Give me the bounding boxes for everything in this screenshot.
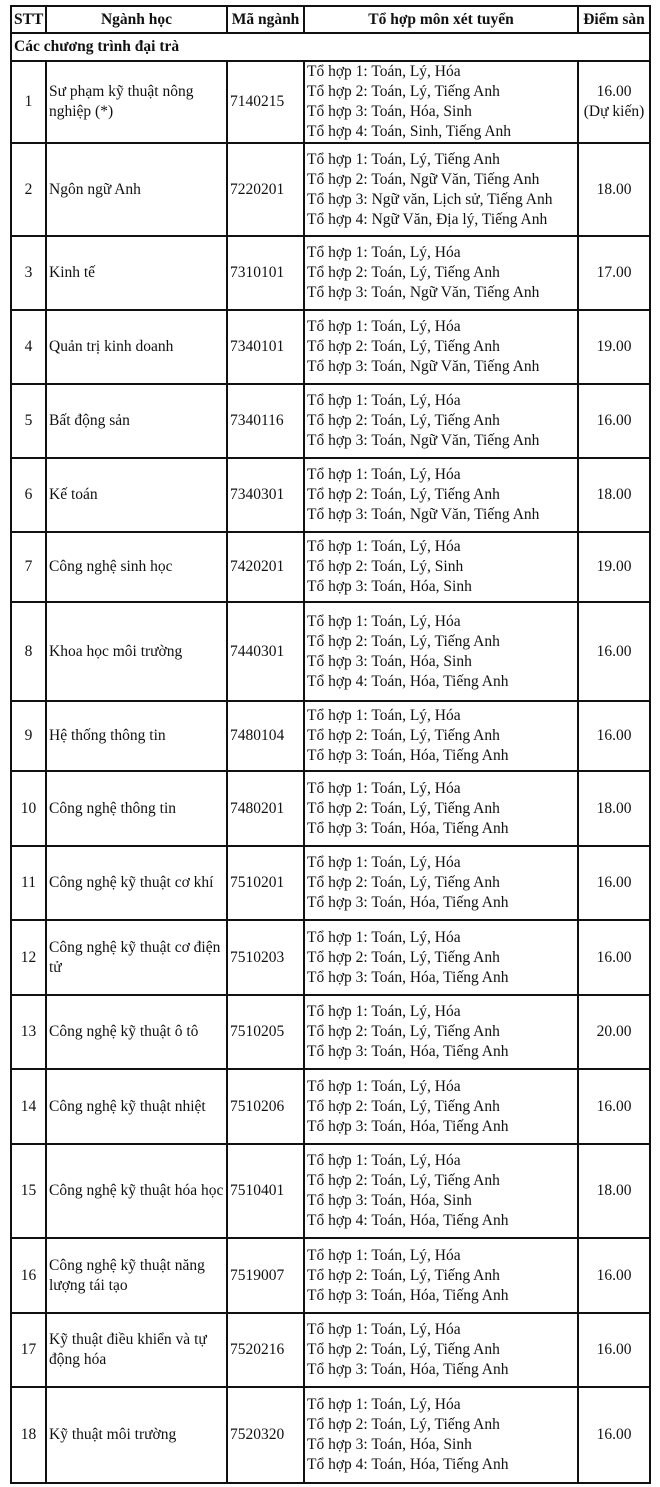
row-stt: 1: [11, 61, 46, 143]
row-stt: 15: [11, 1144, 46, 1238]
min-score-value: 16.00: [596, 874, 632, 891]
table-row: [11, 920, 650, 995]
row-major-name: Ngôn ngữ Anh: [46, 143, 227, 236]
row-stt: 10: [11, 771, 46, 846]
row-major-code: 7220201: [227, 143, 304, 236]
combo-line: Tổ hợp 2: Toán, Ngữ Văn, Tiếng Anh: [307, 170, 540, 188]
row-major-name: Kỹ thuật điều khiển và tự động hóa: [46, 1313, 227, 1387]
row-min-score: [578, 61, 650, 143]
row-major-name: Công nghệ thông tin: [46, 771, 227, 846]
row-min-score: [578, 920, 650, 995]
row-min-score: [578, 310, 650, 384]
row-stt: 11: [11, 846, 46, 920]
row-major-code: 7510201: [227, 846, 304, 920]
combo-line: Tổ hợp 3: Toán, Hóa, Sinh: [307, 1192, 472, 1209]
table-row: [11, 995, 650, 1069]
row-combos: [304, 1313, 578, 1387]
min-score-value: 19.00: [596, 338, 632, 355]
row-major-code: 7480104: [227, 701, 304, 771]
min-score-value: 18.00: [596, 486, 632, 503]
header-row: [11, 6, 650, 33]
row-min-score: [578, 1387, 650, 1483]
row-major-code: 7140215: [227, 61, 304, 143]
combo-line: Tổ hợp 3: Toán, Hóa, Sinh: [307, 652, 472, 670]
row-major-name: Kinh tế: [46, 236, 227, 310]
row-combos: [304, 236, 578, 310]
table-row: [11, 310, 650, 384]
combo-line: Tổ hợp 2: Toán, Lý, Tiếng Anh: [307, 874, 500, 891]
combo-line: Tổ hợp 3: Toán, Hóa, Tiếng Anh: [307, 747, 509, 764]
table-row: [11, 532, 650, 602]
min-score-value: 16.00: [596, 1097, 632, 1115]
combo-line: Tổ hợp 2: Toán, Lý, Tiếng Anh: [307, 486, 500, 503]
combo-line: Tổ hợp 1: Toán, Lý, Hóa: [307, 779, 461, 797]
combo-line: Tổ hợp 2: Toán, Lý, Tiếng Anh: [307, 948, 500, 966]
combo-line: Tổ hợp 2: Toán, Lý, Tiếng Anh: [307, 1172, 500, 1189]
row-major-code: 7340301: [227, 458, 304, 532]
row-major-code: 7420201: [227, 532, 304, 602]
min-score-value: 16.00: [596, 727, 632, 744]
combo-line: Tổ hợp 3: Toán, Ngữ Văn, Tiếng Anh: [307, 506, 540, 523]
row-major-name: Sư phạm kỹ thuật nông nghiệp (*): [46, 61, 227, 143]
row-min-score: [578, 701, 650, 771]
row-major-name: Bất động sản: [46, 384, 227, 458]
combo-line: Tổ hợp 2: Toán, Lý, Tiếng Anh: [307, 1341, 500, 1358]
min-score-value: 16.00: [596, 642, 632, 660]
row-major-code: 7520216: [227, 1313, 304, 1387]
table-row: [11, 61, 650, 143]
combo-line: Tổ hợp 3: Toán, Ngữ Văn, Tiếng Anh: [307, 284, 540, 301]
combo-line: Tổ hợp 4: Toán, Hóa, Tiếng Anh: [307, 1456, 509, 1473]
combo-line: Tổ hợp 2: Toán, Lý, Tiếng Anh: [307, 338, 500, 355]
row-combos: [304, 846, 578, 920]
combo-line: Tổ hợp 2: Toán, Lý, Tiếng Anh: [307, 83, 500, 100]
row-major-name: Khoa học môi trường: [46, 602, 227, 701]
table-row: [11, 1144, 650, 1238]
row-major-code: 7480201: [227, 771, 304, 846]
combo-line: Tổ hợp 1: Toán, Lý, Hóa: [307, 1396, 461, 1413]
combo-line: Tổ hợp 1: Toán, Lý, Hóa: [307, 392, 461, 409]
row-major-name: Công nghệ kỹ thuật ô tô: [46, 995, 227, 1069]
table-row: [11, 602, 650, 701]
section-title: Các chương trình đại trà: [11, 33, 650, 61]
row-major-name: Công nghệ sinh học: [46, 532, 227, 602]
combo-line: Tổ hợp 3: Toán, Hóa, Tiếng Anh: [307, 968, 509, 986]
row-min-score: [578, 602, 650, 701]
combo-line: Tổ hợp 2: Toán, Lý, Tiếng Anh: [307, 727, 500, 744]
row-major-code: 7520320: [227, 1387, 304, 1483]
combo-line: Tổ hợp 1: Toán, Lý, Hóa: [307, 1152, 461, 1169]
row-min-score: [578, 384, 650, 458]
table-row: [11, 1313, 650, 1387]
row-stt: 16: [11, 1238, 46, 1313]
row-min-score: [578, 995, 650, 1069]
table-row: [11, 701, 650, 771]
row-min-score: [578, 143, 650, 236]
combo-line: Tổ hợp 3: Toán, Hóa, Sinh: [307, 578, 472, 595]
row-major-code: 7510205: [227, 995, 304, 1069]
min-score-value: 16.00: [596, 1426, 632, 1443]
combo-line: Tổ hợp 3: Ngữ văn, Lịch sử, Tiếng Anh: [307, 190, 553, 208]
row-min-score: [578, 1238, 650, 1313]
combo-line: Tổ hợp 1: Toán, Lý, Hóa: [307, 1246, 461, 1264]
combo-line: Tổ hợp 1: Toán, Lý, Hóa: [307, 466, 461, 483]
min-score-value: 18.00: [596, 799, 632, 817]
combo-line: Tổ hợp 3: Toán, Hóa, Tiếng Anh: [307, 1043, 509, 1060]
combo-line: Tổ hợp 2: Toán, Lý, Sinh: [307, 558, 464, 575]
row-min-score: [578, 532, 650, 602]
admission-table: [10, 5, 651, 1484]
combo-line: Tổ hợp 2: Toán, Lý, Tiếng Anh: [307, 632, 500, 650]
combo-line: Tổ hợp 2: Toán, Lý, Tiếng Anh: [307, 799, 500, 817]
min-score-value: 16.00: [596, 1341, 632, 1358]
row-stt: 7: [11, 532, 46, 602]
combo-line: Tổ hợp 2: Toán, Lý, Tiếng Anh: [307, 1023, 500, 1040]
row-major-name: Kế toán: [46, 458, 227, 532]
combo-line: Tổ hợp 2: Toán, Lý, Tiếng Anh: [307, 1097, 500, 1115]
row-stt: 6: [11, 458, 46, 532]
table-row: [11, 1387, 650, 1483]
row-min-score: [578, 236, 650, 310]
row-stt: 12: [11, 920, 46, 995]
min-score-value: 16.00: [596, 412, 632, 429]
row-stt: 18: [11, 1387, 46, 1483]
combo-line: Tổ hợp 3: Toán, Hóa, Sinh: [307, 1436, 472, 1453]
row-min-score: [578, 1069, 650, 1144]
row-stt: 8: [11, 602, 46, 701]
row-major-name: Công nghệ kỹ thuật cơ điện tử: [46, 920, 227, 995]
combo-line: Tổ hợp 1: Toán, Lý, Hóa: [307, 318, 461, 335]
row-stt: 17: [11, 1313, 46, 1387]
min-score-value: 20.00: [596, 1023, 632, 1040]
table-row: [11, 143, 650, 236]
row-stt: 13: [11, 995, 46, 1069]
table-row: [11, 771, 650, 846]
min-score-note: (Dự kiến): [583, 103, 645, 120]
combo-line: Tổ hợp 3: Toán, Hóa, Tiếng Anh: [307, 819, 509, 837]
row-stt: 4: [11, 310, 46, 384]
table-row: [11, 1069, 650, 1144]
row-combos: [304, 1069, 578, 1144]
combo-line: Tổ hợp 3: Toán, Hóa, Tiếng Anh: [307, 1361, 509, 1378]
min-score-value: 17.00: [596, 264, 632, 281]
row-major-name: Công nghệ kỹ thuật nhiệt: [46, 1069, 227, 1144]
combo-line: Tổ hợp 1: Toán, Lý, Hóa: [307, 928, 461, 946]
combo-line: Tổ hợp 4: Ngữ Văn, Địa lý, Tiếng Anh: [307, 210, 548, 228]
min-score-value: 16.00: [596, 1266, 632, 1284]
header-stt: STT: [11, 6, 46, 33]
header-major: Ngành học: [46, 6, 227, 33]
min-score-value: 16.00: [596, 83, 632, 100]
combo-line: Tổ hợp 4: Toán, Sinh, Tiếng Anh: [307, 123, 512, 140]
combo-line: Tổ hợp 1: Toán, Lý, Hóa: [307, 538, 461, 555]
row-major-name: Công nghệ kỹ thuật hóa học: [46, 1144, 227, 1238]
row-combos: [304, 143, 578, 236]
row-major-code: 7510206: [227, 1069, 304, 1144]
combo-line: Tổ hợp 1: Toán, Lý, Hóa: [307, 1077, 461, 1095]
row-combos: [304, 458, 578, 532]
row-major-code: 7340101: [227, 310, 304, 384]
combo-line: Tổ hợp 1: Toán, Lý, Hóa: [307, 1003, 461, 1020]
combo-line: Tổ hợp 4: Toán, Hóa, Tiếng Anh: [307, 672, 509, 690]
row-combos: [304, 602, 578, 701]
row-stt: 3: [11, 236, 46, 310]
row-major-name: Hệ thống thông tin: [46, 701, 227, 771]
row-combos: [304, 701, 578, 771]
combo-line: Tổ hợp 3: Toán, Ngữ Văn, Tiếng Anh: [307, 432, 540, 449]
row-combos: [304, 1387, 578, 1483]
row-major-code: 7519007: [227, 1238, 304, 1313]
combo-line: Tổ hợp 3: Toán, Hóa, Tiếng Anh: [307, 1286, 509, 1304]
row-major-code: 7440301: [227, 602, 304, 701]
row-major-code: 7510401: [227, 1144, 304, 1238]
row-combos: [304, 995, 578, 1069]
min-score-value: 18.00: [596, 1182, 632, 1199]
combo-line: Tổ hợp 2: Toán, Lý, Tiếng Anh: [307, 412, 500, 429]
min-score-value: 18.00: [596, 180, 632, 198]
combo-line: Tổ hợp 2: Toán, Lý, Tiếng Anh: [307, 1416, 500, 1433]
row-major-name: Công nghệ kỹ thuật năng lượng tái tạo: [46, 1238, 227, 1313]
table-row: [11, 846, 650, 920]
combo-line: Tổ hợp 1: Toán, Lý, Hóa: [307, 244, 461, 261]
row-major-code: 7340116: [227, 384, 304, 458]
row-major-name: Kỹ thuật môi trường: [46, 1387, 227, 1483]
row-stt: 9: [11, 701, 46, 771]
row-min-score: [578, 1144, 650, 1238]
row-min-score: [578, 1313, 650, 1387]
combo-line: Tổ hợp 4: Toán, Hóa, Tiếng Anh: [307, 1212, 509, 1229]
row-stt: 2: [11, 143, 46, 236]
table-row: [11, 236, 650, 310]
header-code: Mã ngành: [227, 6, 304, 33]
row-combos: [304, 61, 578, 143]
table-row: [11, 1238, 650, 1313]
header-combos: Tổ hợp môn xét tuyển: [304, 6, 578, 33]
min-score-value: 16.00: [596, 948, 632, 966]
combo-line: Tổ hợp 1: Toán, Lý, Hóa: [307, 612, 461, 630]
header-score: Điểm sàn: [578, 6, 650, 33]
table-row: [11, 458, 650, 532]
combo-line: Tổ hợp 3: Toán, Ngữ Văn, Tiếng Anh: [307, 358, 540, 375]
combo-line: Tổ hợp 1: Toán, Lý, Hóa: [307, 63, 461, 80]
combo-line: Tổ hợp 2: Toán, Lý, Tiếng Anh: [307, 264, 500, 281]
combo-line: Tổ hợp 1: Toán, Lý, Hóa: [307, 1321, 461, 1338]
row-stt: 5: [11, 384, 46, 458]
combo-line: Tổ hợp 3: Toán, Hóa, Tiếng Anh: [307, 894, 509, 911]
row-stt: 14: [11, 1069, 46, 1144]
row-combos: [304, 1144, 578, 1238]
min-score-value: 19.00: [596, 558, 632, 575]
row-min-score: [578, 846, 650, 920]
row-combos: [304, 532, 578, 602]
row-combos: [304, 310, 578, 384]
row-major-name: Công nghệ kỹ thuật cơ khí: [46, 846, 227, 920]
row-combos: [304, 384, 578, 458]
row-min-score: [578, 458, 650, 532]
section-row: [11, 33, 650, 61]
combo-line: Tổ hợp 3: Toán, Hóa, Tiếng Anh: [307, 1117, 509, 1135]
combo-line: Tổ hợp 2: Toán, Lý, Tiếng Anh: [307, 1266, 500, 1284]
combo-line: Tổ hợp 1: Toán, Lý, Tiếng Anh: [307, 150, 500, 168]
table-row: [11, 384, 650, 458]
combo-line: Tổ hợp 3: Toán, Hóa, Sinh: [307, 103, 472, 120]
row-min-score: [578, 771, 650, 846]
row-combos: [304, 771, 578, 846]
combo-line: Tổ hợp 1: Toán, Lý, Hóa: [307, 707, 461, 724]
row-major-name: Quản trị kinh doanh: [46, 310, 227, 384]
row-combos: [304, 1238, 578, 1313]
row-major-code: 7510203: [227, 920, 304, 995]
row-combos: [304, 920, 578, 995]
row-major-code: 7310101: [227, 236, 304, 310]
combo-line: Tổ hợp 1: Toán, Lý, Hóa: [307, 854, 461, 871]
